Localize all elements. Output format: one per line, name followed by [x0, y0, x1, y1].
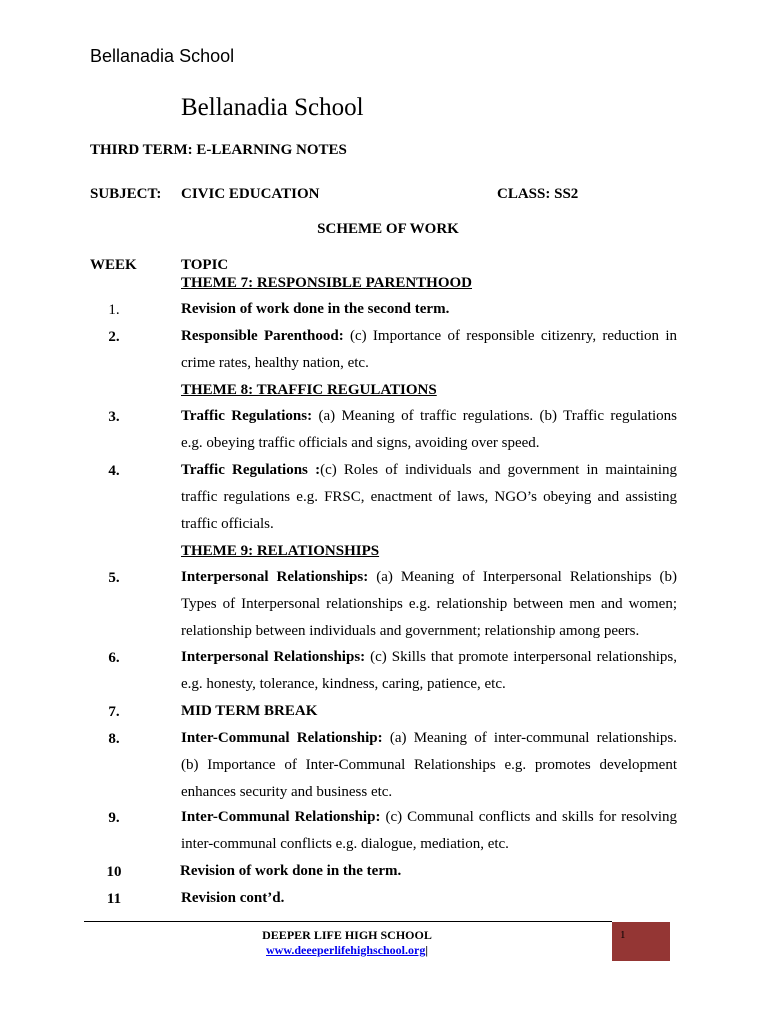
- week-number: 3.: [108, 409, 120, 425]
- scheme-title: SCHEME OF WORK: [317, 221, 459, 237]
- week-topic-detail: (a) Meaning of Interpersonal Relationships (b) Types of Interpersonal relationships e.g. relationship between men and women; relationship between individuals and government; relationship among peers.: [181, 569, 678, 639]
- page-number-box: [612, 922, 670, 961]
- term-heading: THIRD TERM: E-LEARNING NOTES: [90, 142, 347, 158]
- footer-divider: [84, 921, 612, 922]
- class-label: CLASS: SS2: [497, 186, 579, 202]
- footer-separator: |: [425, 943, 428, 957]
- week-topic: [181, 296, 677, 323]
- week-number: 4.: [108, 463, 120, 479]
- topic-column-header: TOPIC: [181, 257, 229, 273]
- week-topic: [181, 804, 677, 858]
- week-topic-title: Revision cont’d.: [181, 890, 285, 906]
- week-topic-title: Interpersonal Relationships:: [181, 649, 366, 665]
- week-number: 1.: [108, 302, 120, 318]
- subject-label: SUBJECT:: [90, 186, 162, 202]
- week-topic: [181, 403, 677, 457]
- week-topic: [180, 858, 676, 885]
- theme-heading: THEME 7: RESPONSIBLE PARENTHOOD: [181, 275, 473, 291]
- week-topic: [181, 698, 677, 725]
- week-topic: [181, 885, 677, 912]
- running-header: Bellanadia School: [90, 46, 235, 66]
- week-number: 2.: [108, 329, 120, 345]
- week-topic-title: Revision of work done in the term.: [180, 863, 402, 879]
- footer-link-line: [200, 943, 494, 958]
- week-number: 6.: [108, 650, 120, 666]
- week-topic-title: Traffic Regulations:: [181, 408, 313, 424]
- week-topic-title: Traffic Regulations :: [181, 462, 321, 478]
- week-topic: [181, 725, 677, 806]
- week-topic-title: Interpersonal Relationships:: [181, 569, 369, 585]
- week-topic-detail: (a) Meaning of inter-communal relationships. (b) Importance of Inter-Communal Relationships e.g. promotes development enhances security and business etc.: [181, 730, 678, 800]
- week-topic-title: MID TERM BREAK: [181, 703, 318, 719]
- theme-heading: THEME 9: RELATIONSHIPS: [181, 543, 380, 559]
- week-topic-title: Inter-Communal Relationship:: [181, 809, 381, 825]
- subject-value: CIVIC EDUCATION: [181, 186, 320, 202]
- document-title: Bellanadia School: [181, 94, 364, 121]
- week-topic-detail: (c) Communal conflicts and skills for resolving inter-communal conflicts e.g. dialogue, mediation, etc.: [181, 809, 677, 852]
- week-number: 9.: [108, 810, 120, 826]
- footer-school-name: DEEPER LIFE HIGH SCHOOL: [262, 928, 432, 942]
- week-topic-detail: (c) Importance of responsible citizenry, reduction in crime rates, healthy nation, etc.: [181, 328, 677, 371]
- week-topic-title: Responsible Parenthood:: [181, 328, 344, 344]
- theme-heading: THEME 8: TRAFFIC REGULATIONS: [181, 382, 437, 398]
- week-topic: [181, 457, 677, 538]
- week-topic-title: Revision of work done in the second term.: [181, 301, 450, 317]
- week-topic-detail: (c) Skills that promote interpersonal relationships, e.g. honesty, tolerance, kindness, caring, patience, etc.: [181, 649, 677, 692]
- week-number: 11: [106, 891, 122, 907]
- week-number: 10: [106, 864, 122, 880]
- week-topic-title: Inter-Communal Relationship:: [181, 730, 383, 746]
- week-topic: [181, 644, 677, 698]
- week-number: 8.: [108, 731, 120, 747]
- page-number: 1: [620, 929, 626, 941]
- week-topic-detail: (a) Meaning of traffic regulations. (b) Traffic regulations e.g. obeying traffic officials and signs, avoiding over speed.: [181, 408, 677, 451]
- week-number: 5.: [108, 570, 120, 586]
- website-link[interactable]: www.deeeperlifehighschool.org: [266, 943, 426, 957]
- week-column-header: WEEK: [90, 257, 137, 273]
- week-number: 7.: [108, 704, 120, 720]
- week-topic: [181, 323, 677, 377]
- week-topic-detail: (c) Roles of individuals and government in maintaining traffic regulations e.g. FRSC, enactment of laws, NGO’s obeying and assisting traffic officials.: [181, 462, 677, 532]
- week-topic: [181, 564, 677, 645]
